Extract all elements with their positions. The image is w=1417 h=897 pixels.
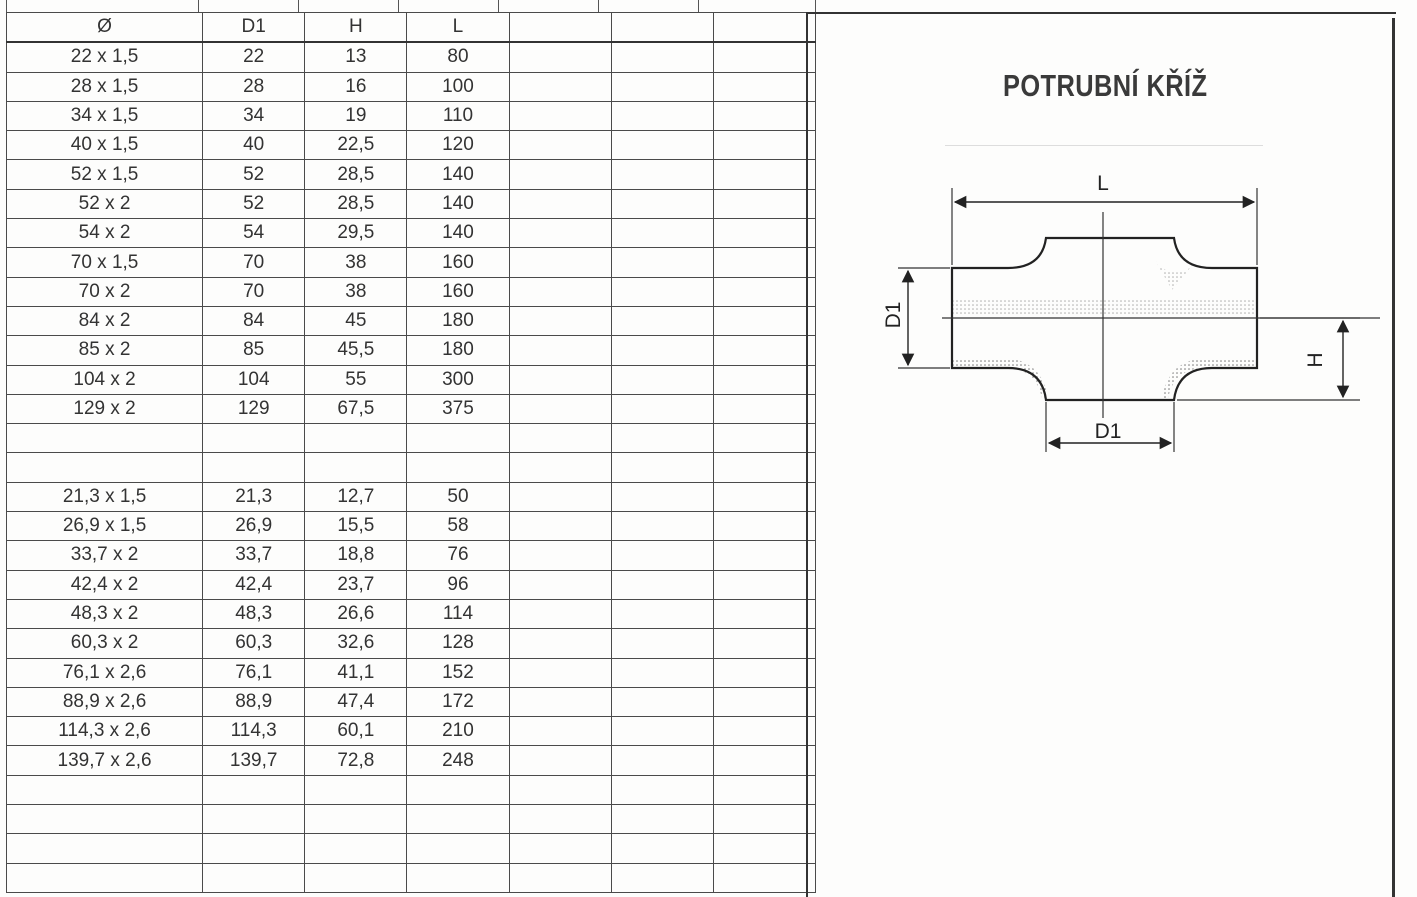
table-row [7, 189, 816, 218]
cell-empty [713, 365, 815, 394]
cell-empty [713, 482, 815, 511]
cell-empty [611, 219, 713, 248]
cell-empty [509, 805, 611, 834]
cell-empty [713, 336, 815, 365]
cell-l: 160 [407, 277, 509, 306]
cell-diameter: 88,9 x 2,6 [7, 687, 203, 716]
cell-diameter: 48,3 x 2 [7, 599, 203, 628]
cell-empty [509, 306, 611, 335]
cell-l: 172 [407, 687, 509, 716]
cell-empty [713, 101, 815, 130]
cell-l: 180 [407, 306, 509, 335]
table-row [7, 717, 816, 746]
cell-h: 16 [305, 72, 407, 101]
cell-h: 41,1 [305, 658, 407, 687]
cell-empty [509, 658, 611, 687]
cell-d1: 76,1 [203, 658, 305, 687]
cell-empty [713, 775, 815, 804]
cell-h [305, 453, 407, 482]
table-row [7, 541, 816, 570]
header-empty [713, 13, 815, 43]
table-row [7, 658, 816, 687]
cell-diameter: 22 x 1,5 [7, 42, 203, 72]
cell-empty [509, 512, 611, 541]
cell-empty [611, 717, 713, 746]
header-diameter: Ø [7, 13, 203, 43]
cell-diameter: 21,3 x 1,5 [7, 482, 203, 511]
cell-diameter: 114,3 x 2,6 [7, 717, 203, 746]
cell-empty [509, 394, 611, 423]
cell-l: 100 [407, 72, 509, 101]
cell-l [407, 424, 509, 453]
cell-empty [713, 306, 815, 335]
cell-empty [509, 834, 611, 863]
cell-l: 160 [407, 248, 509, 277]
cell-diameter: 40 x 1,5 [7, 131, 203, 160]
lower-left-wall-hatch [952, 358, 1048, 398]
cell-l [407, 834, 509, 863]
cell-empty [713, 424, 815, 453]
header-l: L [407, 13, 509, 43]
cell-diameter: 26,9 x 1,5 [7, 512, 203, 541]
cell-h: 22,5 [305, 131, 407, 160]
cell-h: 13 [305, 42, 407, 72]
cell-empty [713, 219, 815, 248]
cell-empty [713, 687, 815, 716]
cell-d1: 139,7 [203, 746, 305, 775]
cell-empty [509, 189, 611, 218]
cell-d1: 60,3 [203, 629, 305, 658]
title-divider [945, 145, 1263, 146]
cell-empty [611, 394, 713, 423]
cell-empty [611, 570, 713, 599]
cell-diameter: 139,7 x 2,6 [7, 746, 203, 775]
cell-h: 67,5 [305, 394, 407, 423]
cross-outline [952, 238, 1257, 400]
cell-l: 210 [407, 717, 509, 746]
cell-l [407, 805, 509, 834]
table-row [7, 482, 816, 511]
cell-diameter [7, 863, 203, 892]
cell-empty [611, 746, 713, 775]
pipe-cross-diagram [860, 160, 1400, 460]
h-label: H [1304, 352, 1327, 368]
cell-l: 120 [407, 131, 509, 160]
table-row [7, 746, 816, 775]
cell-empty [509, 336, 611, 365]
cell-diameter: 70 x 1,5 [7, 248, 203, 277]
table-row [7, 336, 816, 365]
cell-l: 110 [407, 101, 509, 130]
cell-diameter: 54 x 2 [7, 219, 203, 248]
cell-empty [713, 160, 815, 189]
cell-d1: 88,9 [203, 687, 305, 716]
cell-empty [509, 72, 611, 101]
cell-diameter: 28 x 1,5 [7, 72, 203, 101]
cell-d1: 34 [203, 101, 305, 130]
cell-h: 47,4 [305, 687, 407, 716]
cell-d1 [203, 805, 305, 834]
cell-empty [509, 775, 611, 804]
cell-empty [611, 775, 713, 804]
cell-empty [713, 863, 815, 892]
cell-diameter: 52 x 1,5 [7, 160, 203, 189]
cell-h: 12,7 [305, 482, 407, 511]
cell-empty [611, 336, 713, 365]
cell-diameter: 52 x 2 [7, 189, 203, 218]
cell-empty [713, 629, 815, 658]
cell-empty [611, 160, 713, 189]
cell-h: 60,1 [305, 717, 407, 746]
table-row [7, 394, 816, 423]
table-row [7, 219, 816, 248]
cell-diameter: 42,4 x 2 [7, 570, 203, 599]
cell-empty [509, 248, 611, 277]
cell-h: 45 [305, 306, 407, 335]
cell-diameter: 70 x 2 [7, 277, 203, 306]
table-row [7, 365, 816, 394]
cell-l: 128 [407, 629, 509, 658]
table-row [7, 72, 816, 101]
cell-l: 152 [407, 658, 509, 687]
cell-empty [611, 453, 713, 482]
cell-h: 32,6 [305, 629, 407, 658]
cell-empty [713, 570, 815, 599]
cell-h: 26,6 [305, 599, 407, 628]
table-row [7, 42, 816, 72]
table-row [7, 248, 816, 277]
cell-d1 [203, 453, 305, 482]
cell-empty [611, 658, 713, 687]
table-row [7, 101, 816, 130]
cell-h: 15,5 [305, 512, 407, 541]
pipe-shading [952, 298, 1257, 316]
table-body [7, 42, 816, 892]
cell-d1: 52 [203, 160, 305, 189]
cell-empty [611, 805, 713, 834]
cell-empty [611, 863, 713, 892]
cell-h: 38 [305, 248, 407, 277]
cell-d1: 84 [203, 306, 305, 335]
dimension-table [6, 12, 816, 893]
cell-d1 [203, 834, 305, 863]
cell-h: 45,5 [305, 336, 407, 365]
header-empty [611, 13, 713, 43]
cell-d1: 104 [203, 365, 305, 394]
cell-h: 29,5 [305, 219, 407, 248]
cell-h [305, 863, 407, 892]
cell-empty [509, 219, 611, 248]
cell-empty [713, 834, 815, 863]
cell-diameter [7, 805, 203, 834]
cell-h [305, 424, 407, 453]
table-row [7, 805, 816, 834]
cell-empty [713, 512, 815, 541]
cell-h: 55 [305, 365, 407, 394]
cell-empty [611, 687, 713, 716]
cell-empty [509, 277, 611, 306]
cell-h: 72,8 [305, 746, 407, 775]
table-row [7, 512, 816, 541]
cell-diameter [7, 453, 203, 482]
cell-empty [713, 248, 815, 277]
cell-empty [509, 160, 611, 189]
cell-d1: 85 [203, 336, 305, 365]
cell-diameter: 33,7 x 2 [7, 541, 203, 570]
cell-diameter [7, 775, 203, 804]
cell-empty [713, 746, 815, 775]
cell-empty [611, 248, 713, 277]
d1-bottom-label: D1 [1094, 420, 1122, 443]
cell-empty [509, 599, 611, 628]
cell-l: 140 [407, 219, 509, 248]
cell-h: 28,5 [305, 189, 407, 218]
cell-diameter: 85 x 2 [7, 336, 203, 365]
cell-empty [509, 863, 611, 892]
cell-empty [509, 717, 611, 746]
cell-empty [509, 101, 611, 130]
cell-d1: 40 [203, 131, 305, 160]
cell-l: 76 [407, 541, 509, 570]
cell-d1: 42,4 [203, 570, 305, 599]
cell-empty [611, 42, 713, 72]
cell-diameter: 104 x 2 [7, 365, 203, 394]
cell-empty [509, 42, 611, 72]
cell-empty [509, 365, 611, 394]
cell-l: 375 [407, 394, 509, 423]
table-row [7, 775, 816, 804]
cell-d1 [203, 424, 305, 453]
cell-d1: 54 [203, 219, 305, 248]
table-row [7, 131, 816, 160]
cell-empty [509, 131, 611, 160]
dimension-table-container [6, 12, 816, 897]
cell-empty [713, 277, 815, 306]
table-top-ticks [6, 0, 816, 12]
cell-d1: 28 [203, 72, 305, 101]
cell-empty [611, 72, 713, 101]
cell-l: 140 [407, 160, 509, 189]
cell-d1: 26,9 [203, 512, 305, 541]
table-row [7, 629, 816, 658]
cell-diameter [7, 834, 203, 863]
cell-diameter: 129 x 2 [7, 394, 203, 423]
cell-d1: 33,7 [203, 541, 305, 570]
cell-h: 38 [305, 277, 407, 306]
cell-h [305, 805, 407, 834]
table-row [7, 424, 816, 453]
cell-empty [713, 453, 815, 482]
cell-empty [509, 687, 611, 716]
cell-l: 140 [407, 189, 509, 218]
cell-diameter: 76,1 x 2,6 [7, 658, 203, 687]
cell-empty [713, 658, 815, 687]
cell-empty [611, 629, 713, 658]
cell-empty [509, 424, 611, 453]
cell-empty [611, 189, 713, 218]
cell-empty [713, 131, 815, 160]
cell-empty [611, 424, 713, 453]
table-row [7, 834, 816, 863]
cell-h [305, 834, 407, 863]
table-row [7, 687, 816, 716]
cell-empty [611, 599, 713, 628]
page-title: POTRUBNÍ KŘÍŽ [1003, 68, 1208, 103]
cell-h: 19 [305, 101, 407, 130]
cell-l: 300 [407, 365, 509, 394]
cell-d1: 70 [203, 248, 305, 277]
cell-d1: 48,3 [203, 599, 305, 628]
cell-empty [509, 541, 611, 570]
cell-d1: 129 [203, 394, 305, 423]
cell-h: 23,7 [305, 570, 407, 599]
cell-l [407, 453, 509, 482]
cell-empty [713, 599, 815, 628]
table-header-row [7, 13, 816, 43]
table-row [7, 306, 816, 335]
d1-left-label: D1 [882, 301, 905, 329]
cell-d1: 52 [203, 189, 305, 218]
cell-empty [509, 482, 611, 511]
cell-empty [713, 805, 815, 834]
header-d1: D1 [203, 13, 305, 43]
cell-empty [611, 365, 713, 394]
cell-empty [611, 541, 713, 570]
cell-diameter: 34 x 1,5 [7, 101, 203, 130]
l-label: L [1097, 172, 1109, 195]
cell-l: 114 [407, 599, 509, 628]
cell-h: 28,5 [305, 160, 407, 189]
cell-empty [713, 541, 815, 570]
cell-l: 96 [407, 570, 509, 599]
cell-empty [611, 512, 713, 541]
cell-d1 [203, 775, 305, 804]
cell-empty [611, 101, 713, 130]
cell-empty [611, 306, 713, 335]
cell-empty [509, 453, 611, 482]
table-row [7, 570, 816, 599]
cell-l: 248 [407, 746, 509, 775]
table-row [7, 863, 816, 892]
cell-empty [509, 629, 611, 658]
cell-empty [611, 834, 713, 863]
cell-empty [713, 189, 815, 218]
upper-shading [1155, 260, 1190, 290]
header-empty [509, 13, 611, 43]
cell-h [305, 775, 407, 804]
cell-diameter: 60,3 x 2 [7, 629, 203, 658]
cell-empty [611, 277, 713, 306]
cell-h: 18,8 [305, 541, 407, 570]
cell-empty [713, 717, 815, 746]
table-row [7, 160, 816, 189]
cell-empty [611, 482, 713, 511]
cell-l: 180 [407, 336, 509, 365]
cell-l [407, 775, 509, 804]
cell-l [407, 863, 509, 892]
cell-empty [611, 131, 713, 160]
cell-d1: 70 [203, 277, 305, 306]
table-row [7, 453, 816, 482]
cell-empty [713, 42, 815, 72]
cell-l: 58 [407, 512, 509, 541]
cell-diameter: 84 x 2 [7, 306, 203, 335]
table-row [7, 599, 816, 628]
cell-l: 50 [407, 482, 509, 511]
cell-empty [713, 72, 815, 101]
cell-diameter [7, 424, 203, 453]
cell-empty [509, 570, 611, 599]
cell-l: 80 [407, 42, 509, 72]
cell-empty [509, 746, 611, 775]
header-h: H [305, 13, 407, 43]
cell-d1: 22 [203, 42, 305, 72]
cell-d1: 21,3 [203, 482, 305, 511]
cell-empty [713, 394, 815, 423]
cell-d1 [203, 863, 305, 892]
table-row [7, 277, 816, 306]
cell-d1: 114,3 [203, 717, 305, 746]
